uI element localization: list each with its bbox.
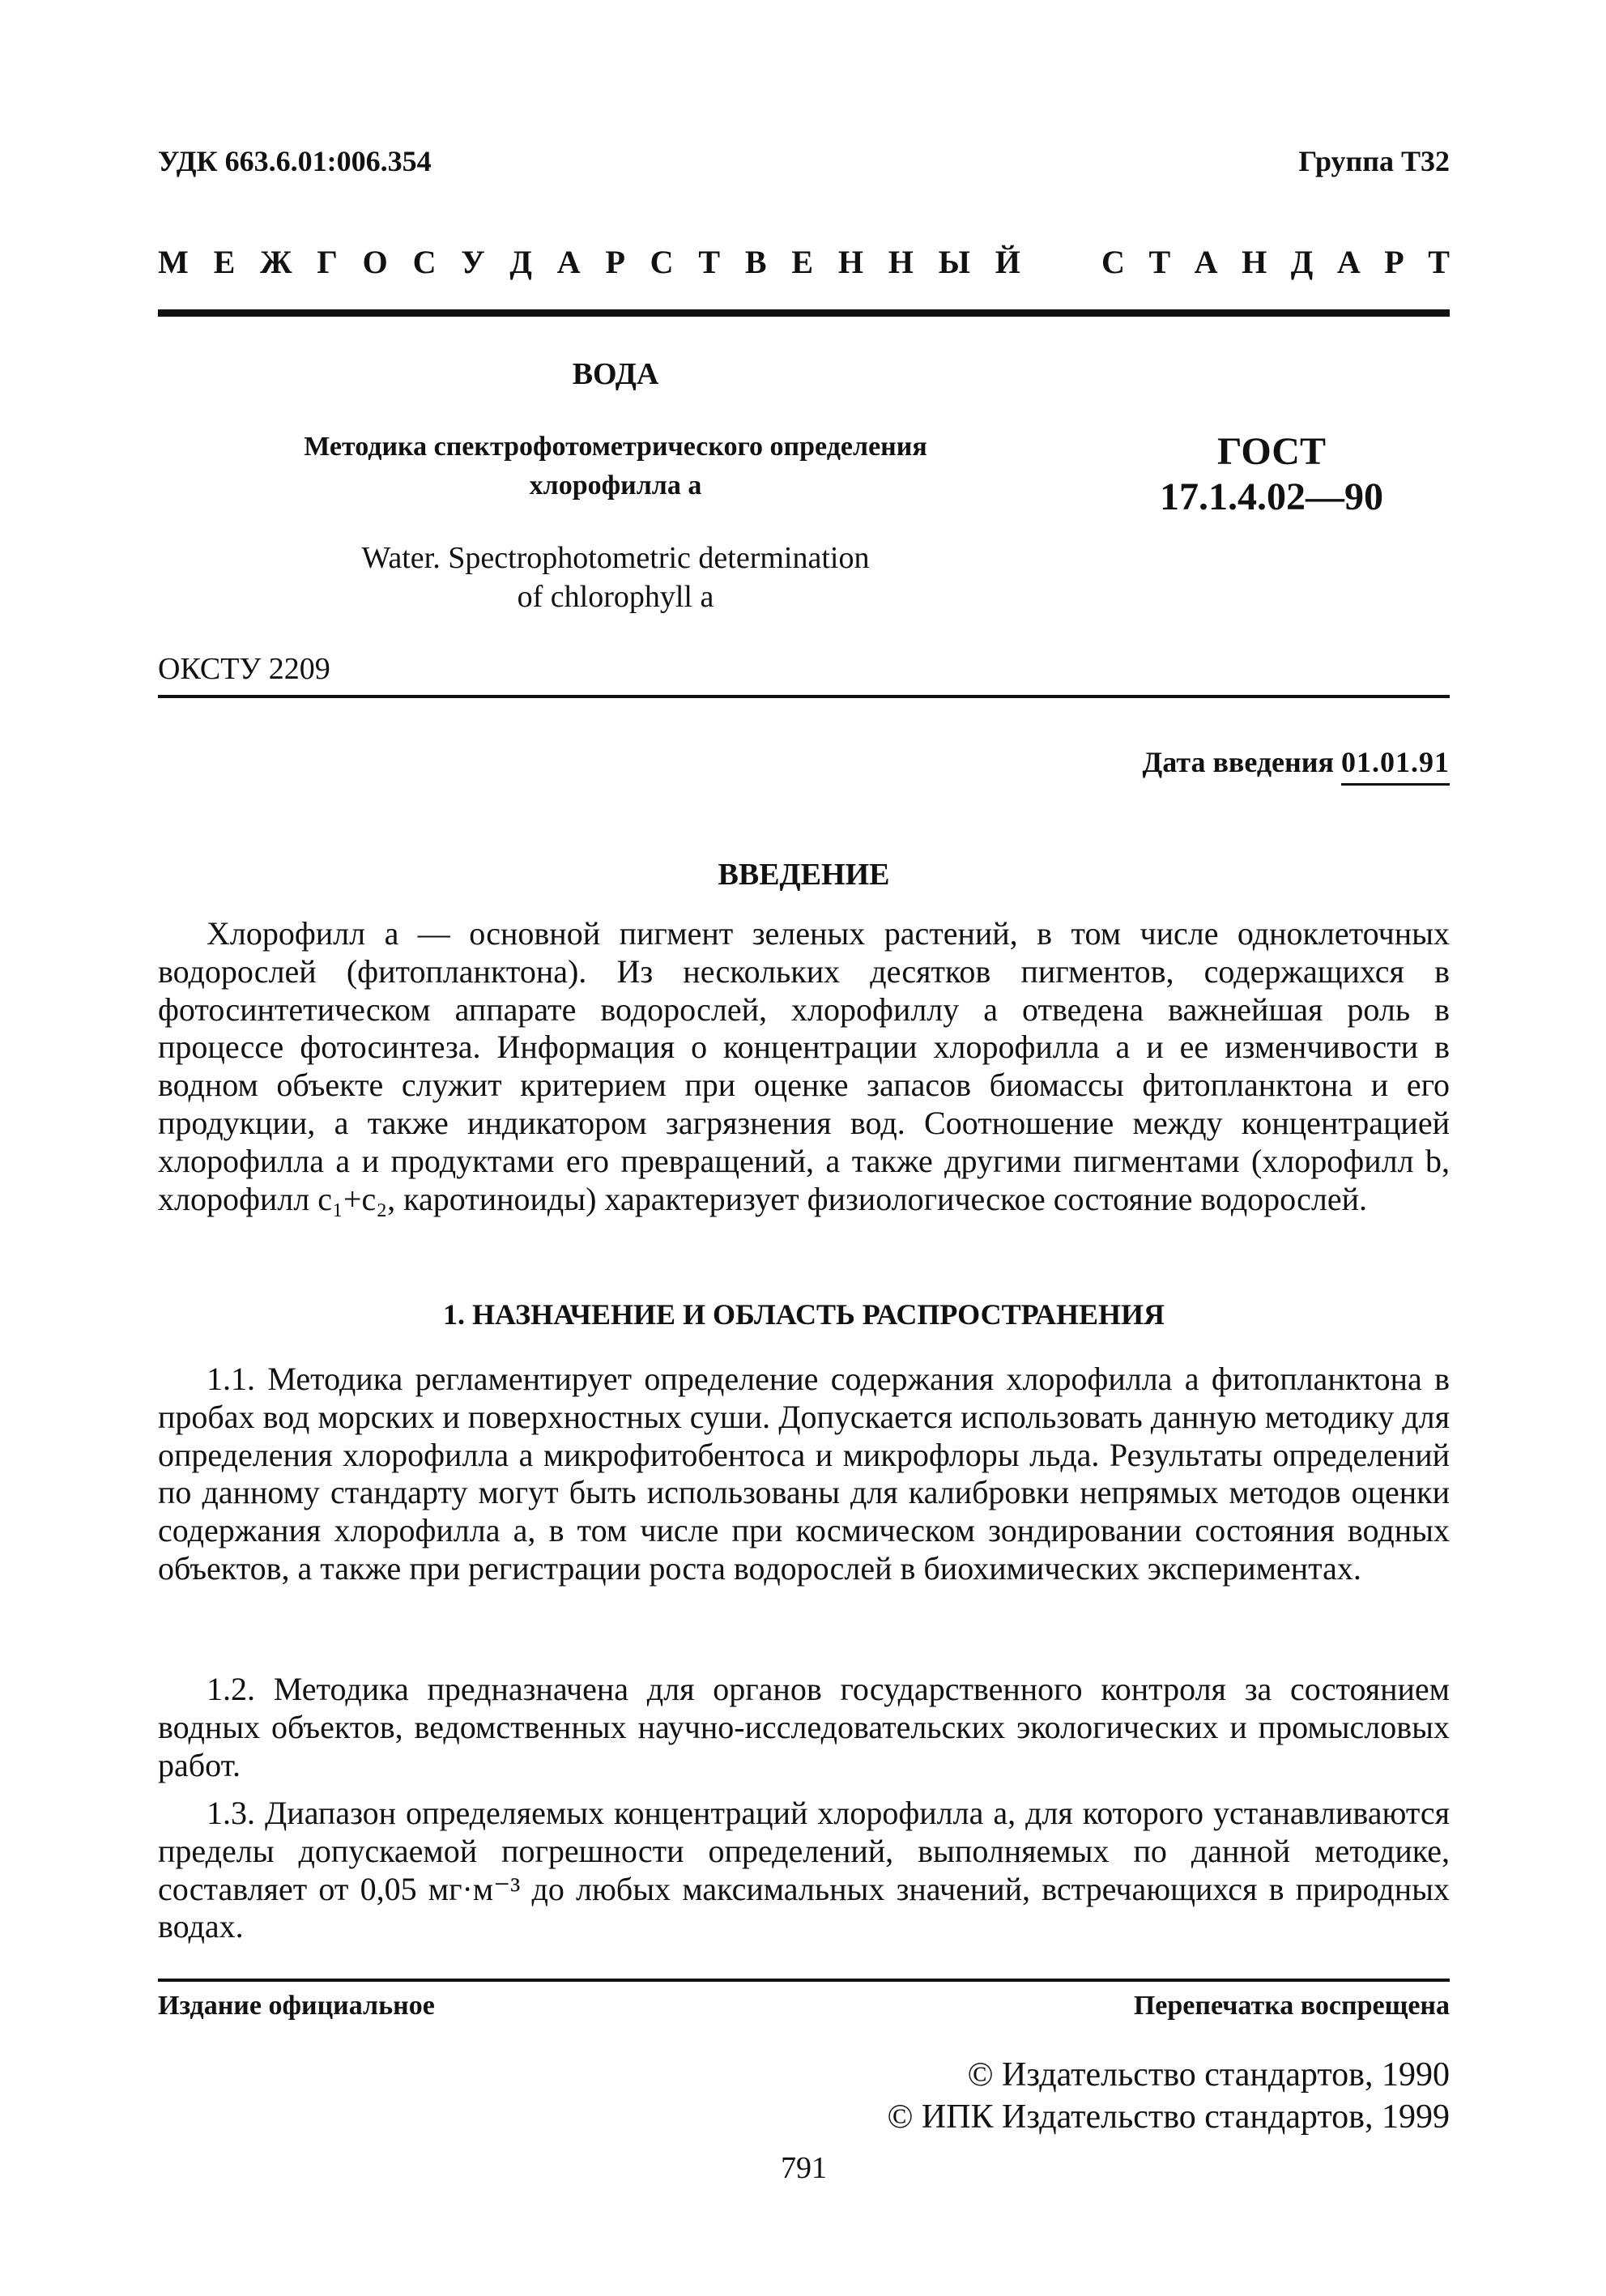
copyright-1999: © ИПК Издательство стандартов, 1999 <box>887 2098 1450 2136</box>
introduction-heading: ВВЕДЕНИЕ <box>718 858 890 892</box>
top-divider <box>158 309 1450 317</box>
banner-letter: А <box>1336 244 1361 280</box>
banner-letter: Д <box>1290 244 1314 280</box>
banner-letter: Р <box>605 244 625 280</box>
banner-letter: О <box>362 244 388 280</box>
section-1-heading: 1. НАЗНАЧЕНИЕ И ОБЛАСТЬ РАСПРОСТРАНЕНИЯ <box>442 1298 1165 1331</box>
banner-letter: А <box>556 244 581 280</box>
subtitle-line-1: Методика спектрофотометрического определения <box>304 432 927 462</box>
doc-title: ВОДА <box>572 357 659 391</box>
banner-letter: Е <box>213 244 236 280</box>
udk-code: УДК 663.6.01:006.354 <box>158 145 432 177</box>
banner-letter: Н <box>837 244 863 280</box>
header-row <box>158 144 1450 185</box>
english-title <box>158 539 1073 616</box>
gost-number: 17.1.4.02—90 <box>1160 475 1383 518</box>
banner-letter: С <box>650 244 674 280</box>
banner-letter: Ы <box>938 244 970 280</box>
banner-letter: М <box>158 244 189 280</box>
banner-letter: Ж <box>260 244 292 280</box>
intro-date <box>1143 745 1451 779</box>
paragraph-1-2: 1.2. Методика предназначена для органов государственного контроля за состоянием водных объектов, ведомственных научно-исследовательских экологических и промысловых работ. <box>158 1671 1450 1783</box>
banner-letter: С <box>1101 244 1125 280</box>
banner-letter: Т <box>698 244 721 280</box>
document-page <box>158 0 1450 2296</box>
english-title-line-2: of chlorophyll a <box>517 580 714 614</box>
banner-letter: Р <box>1384 244 1404 280</box>
banner-letter: Й <box>995 244 1020 280</box>
paragraph-1-3: 1.3. Диапазон определяемых концентраций хлорофилла a, для которого устанавливаются пределы допускаемой погрешности определений, выполняемых по данной методике, составляет от 0,05 мг·м⁻³ до любых максимальных значений, встречающихся в природных водах. <box>158 1795 1450 1945</box>
gost-designation <box>1101 429 1442 520</box>
banner-letter: Е <box>791 244 814 280</box>
footer-divider <box>158 1979 1450 1982</box>
english-title-line-1: Water. Spectrophotometric determination <box>361 541 870 575</box>
banner-letter: Г <box>317 244 338 280</box>
reprint-prohibited: Перепечатка воспрещена <box>1133 1991 1450 2021</box>
subtitle-line-2: хлорофилла a <box>529 471 702 501</box>
banner-letter: В <box>744 244 767 280</box>
paragraph-1-1: 1.1. Методика регламентирует определение содержания хлорофилла a фитопланктона в пробах вод морских и поверхностных суши. Допускается использовать данную методику для определения хлорофилла a микрофитобентоса и микрофлоры льда. Результаты определений по данному стандарту могут быть использованы для калибровки непрямых методов оценки содержания хлорофилла a, в том числе при космическом зондировании состояния водных объектов, а также при регистрации роста водорослей в биохимических экспериментах. <box>158 1361 1450 1587</box>
intro-date-label: Дата введения <box>1142 746 1334 778</box>
title-divider <box>158 695 1450 698</box>
banner-word-interstate <box>158 243 1020 281</box>
banner-letter: А <box>1194 244 1218 280</box>
banner-letter: Н <box>1242 244 1267 280</box>
banner-letter: Н <box>888 244 914 280</box>
copyright-1990: © Издательство стандартов, 1990 <box>967 2056 1450 2094</box>
group-code: Группа Т32 <box>1298 145 1450 177</box>
intro-date-value: 01.01.91 <box>1341 746 1450 786</box>
banner-word-standard <box>1101 243 1450 281</box>
page-number: 791 <box>781 2151 827 2185</box>
banner-letter: Т <box>1428 244 1450 280</box>
okstu-code: ОКСТУ 2209 <box>158 652 330 686</box>
standard-banner <box>158 243 1450 281</box>
banner-letter: У <box>461 244 485 280</box>
gost-label: ГОСТ <box>1217 430 1326 473</box>
banner-letter: С <box>412 244 437 280</box>
introduction-text: Хлорофилл a — основной пигмент зеленых растений, в том числе одноклеточных водорослей (фитопланктона). Из нескольких десятков пигментов, содержащихся в фотосинтетическом аппарате водорослей, хлорофиллу a отведена важнейшая роль в процессе фотосинтеза. Информация о концентрации хлорофилла a и ее изменчивости в водном объекте служит критерием при оценке запасов биомассы фитопланктона и его продукции, а также индикатором загрязнения вод. Соотношение между концентрацией хлорофилла a и продуктами его превращений, а также другими пигментами (хлорофилл b, хлорофилл c₁+c₂, каротиноиды) характеризует физиологическое состояние водорослей. <box>158 915 1450 1217</box>
banner-letter: Т <box>1148 244 1171 280</box>
official-edition: Издание официальное <box>158 1991 435 2021</box>
banner-letter: Д <box>509 244 532 280</box>
doc-subtitle <box>158 428 1073 505</box>
